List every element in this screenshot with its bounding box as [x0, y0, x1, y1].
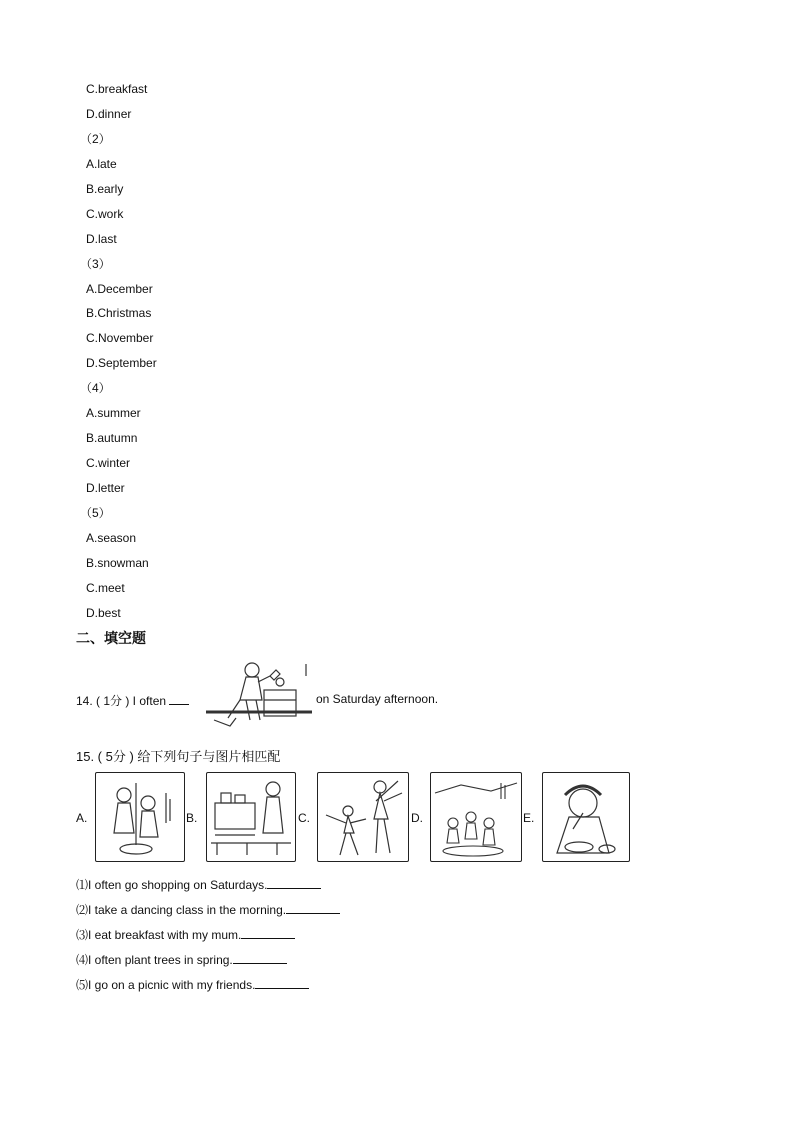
option: A.season	[86, 531, 137, 545]
picture-label-a: A.	[76, 811, 88, 825]
option: D.September	[86, 356, 157, 370]
sentence-text: ⑸I go on a picnic with my friends.	[76, 978, 256, 992]
option: B.early	[86, 182, 124, 196]
sentence-text: ⑶I eat breakfast with my mum.	[76, 928, 242, 942]
tree-planting-illustration	[96, 773, 184, 861]
group-5-number: （5）	[80, 506, 111, 520]
group-3-number: （3）	[80, 257, 111, 271]
option: D.letter	[86, 481, 125, 495]
option-d-dinner: D.dinner	[86, 107, 132, 121]
sentence-text: ⑴I often go shopping on Saturdays.	[76, 878, 268, 892]
group-2-number: （2）	[80, 132, 111, 146]
option: B.Christmas	[86, 306, 152, 320]
option: C.work	[86, 207, 124, 221]
sentence-1	[76, 876, 321, 893]
picture-label-e: E.	[523, 811, 535, 825]
option: B.autumn	[86, 431, 138, 445]
sentence-text: ⑷I often plant trees in spring.	[76, 953, 233, 967]
option: D.last	[86, 232, 117, 246]
picture-label-b: B.	[186, 811, 198, 825]
answer-blank[interactable]	[241, 928, 295, 939]
dancing-illustration	[318, 773, 408, 861]
question-15-title: 15. ( 5分 ) 给下列句子与图片相匹配	[76, 749, 281, 764]
option: C.meet	[86, 581, 125, 595]
option: D.best	[86, 606, 121, 620]
answer-blank[interactable]	[286, 903, 340, 914]
sentence-3	[76, 926, 295, 943]
sentence-2	[76, 901, 340, 918]
picnic-illustration	[431, 773, 521, 861]
picture-label-d: D.	[411, 811, 423, 825]
picture-e	[542, 772, 630, 862]
option: C.winter	[86, 456, 131, 470]
picture-b	[206, 772, 296, 862]
answer-blank[interactable]	[255, 978, 309, 989]
shopping-illustration	[207, 773, 295, 861]
option: C.November	[86, 331, 154, 345]
answer-blank[interactable]	[169, 694, 189, 705]
picture-d	[430, 772, 522, 862]
picture-c	[317, 772, 409, 862]
option-c-breakfast: C.breakfast	[86, 82, 148, 96]
option: A.December	[86, 282, 153, 296]
breakfast-illustration	[543, 773, 629, 861]
answer-blank[interactable]	[267, 878, 321, 889]
section-heading: 二、填空题	[76, 631, 146, 647]
question-14-suffix: on Saturday afternoon.	[316, 692, 439, 706]
question-14	[76, 692, 189, 709]
sentence-4	[76, 951, 287, 968]
option: B.snowman	[86, 556, 149, 570]
sentence-text: ⑵I take a dancing class in the morning.	[76, 903, 287, 917]
question-14-image	[206, 660, 312, 736]
picture-a	[95, 772, 185, 862]
option: A.late	[86, 157, 117, 171]
sentence-5	[76, 976, 309, 993]
group-4-number: （4）	[80, 381, 111, 395]
cleaning-girl-illustration	[206, 660, 312, 736]
option: A.summer	[86, 406, 141, 420]
answer-blank[interactable]	[233, 953, 287, 964]
picture-label-c: C.	[298, 811, 310, 825]
question-14-prefix: 14. ( 1分 ) I often	[76, 694, 167, 708]
